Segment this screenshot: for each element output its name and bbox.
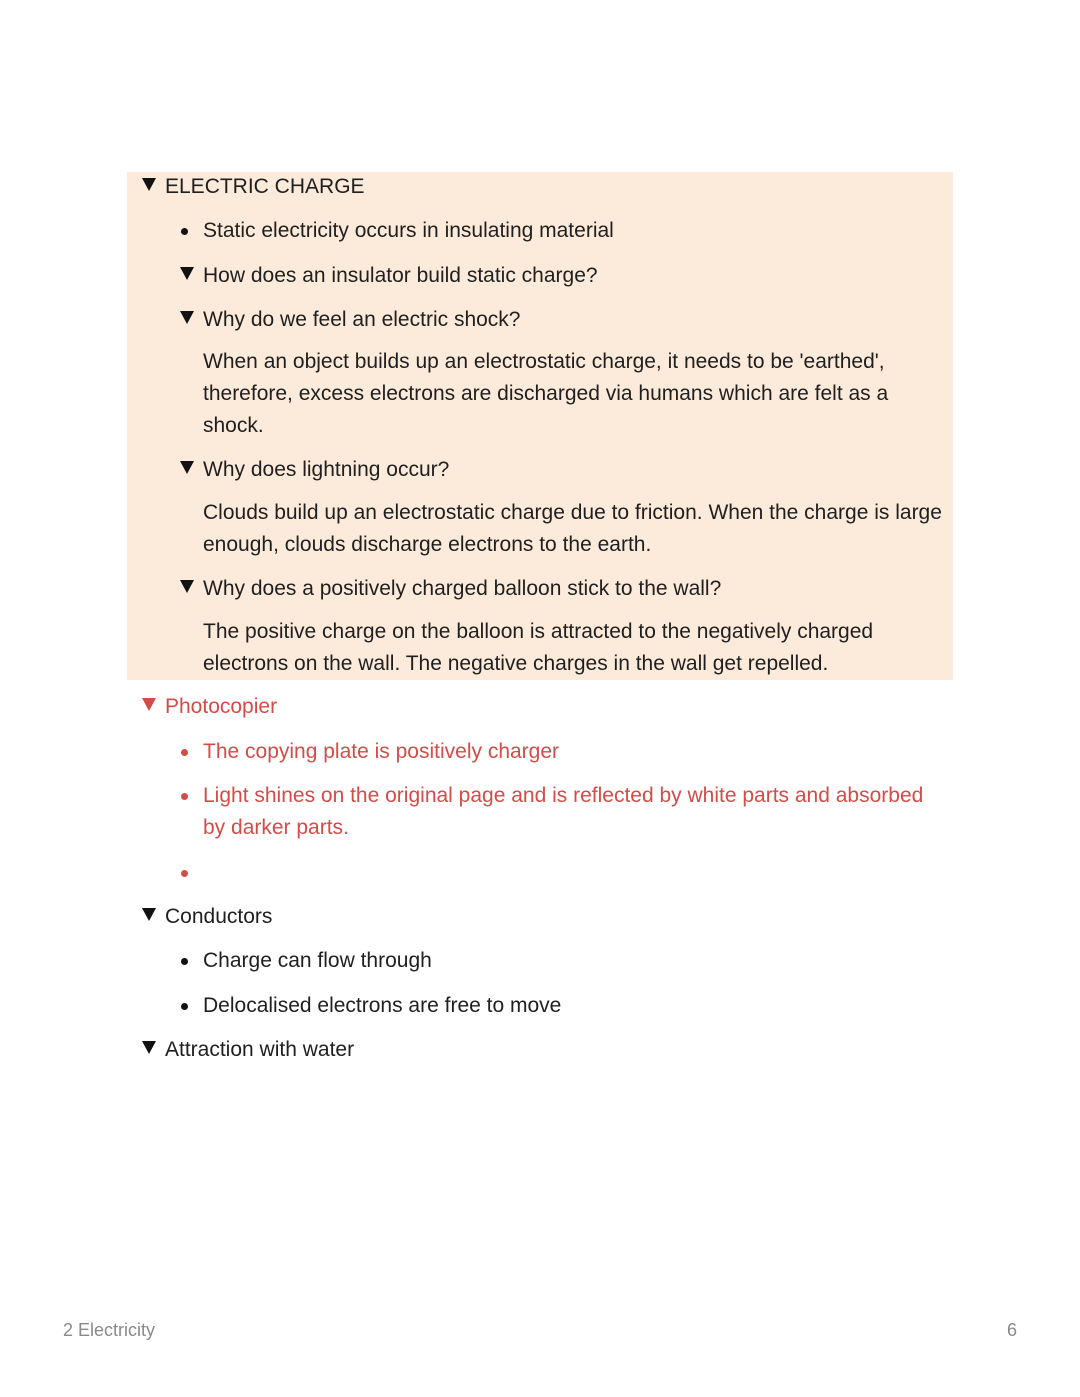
bullet-dot-icon [181, 749, 188, 756]
list-item [203, 945, 943, 977]
toggle-balloon-question[interactable] [180, 574, 721, 604]
list-item [203, 215, 943, 247]
toggle-photocopier[interactable] [142, 692, 277, 722]
list-item [203, 780, 943, 844]
list-item [203, 990, 943, 1022]
bullet-text: Charge can flow through [203, 949, 432, 972]
triangle-down-icon[interactable] [180, 267, 194, 280]
footer-section-name: 2 Electricity [63, 1320, 156, 1340]
toggle-insulator-question[interactable] [180, 261, 598, 291]
bullet-text: Light shines on the original page and is reflected by white parts and absorbed by darker parts. [203, 784, 924, 839]
triangle-down-icon[interactable] [142, 178, 156, 191]
triangle-down-icon[interactable] [180, 311, 194, 324]
list-item [203, 736, 943, 768]
triangle-down-icon[interactable] [180, 461, 194, 474]
lightning-answer: Clouds build up an electrostatic charge due to friction. When the charge is large enough, clouds discharge electrons to the earth. [203, 501, 942, 556]
bullet-dot-icon [181, 228, 188, 235]
bullet-text: Static electricity occurs in insulating material [203, 219, 614, 242]
list-item-empty[interactable] [203, 857, 943, 889]
toggle-shock-question[interactable] [180, 305, 520, 335]
toggle-electric-charge[interactable] [142, 172, 365, 202]
bullet-dot-icon [181, 870, 188, 877]
toggle-title: Why do we feel an electric shock? [203, 308, 521, 331]
bullet-text: The copying plate is positively charger [203, 740, 560, 763]
bullet-text: Delocalised electrons are free to move [203, 994, 562, 1017]
toggle-title: Photocopier [165, 695, 278, 718]
triangle-down-icon[interactable] [142, 908, 156, 921]
footer-page-number: 6 [1006, 1320, 1017, 1340]
toggle-title: How does an insulator build static charge? [203, 264, 598, 287]
toggle-title: Attraction with water [165, 1038, 355, 1061]
triangle-down-icon[interactable] [180, 580, 194, 593]
bullet-dot-icon [181, 958, 188, 965]
toggle-lightning-question[interactable] [180, 455, 449, 485]
shock-answer: When an object builds up an electrostatic charge, it needs to be 'earthed', therefore, excess electrons are discharged via humans which are felt as a shock. [203, 350, 889, 437]
bullet-dot-icon [181, 1003, 188, 1010]
triangle-down-icon[interactable] [142, 698, 156, 711]
toggle-attraction-water[interactable] [142, 1035, 354, 1065]
bullet-dot-icon [181, 793, 188, 800]
toggle-title: Why does lightning occur? [203, 458, 450, 481]
toggle-title: Why does a positively charged balloon stick to the wall? [203, 577, 722, 600]
toggle-title: ELECTRIC CHARGE [165, 175, 365, 198]
balloon-answer: The positive charge on the balloon is attracted to the negatively charged electrons on the wall. The negative charges in the wall get repelled. [203, 620, 874, 675]
triangle-down-icon[interactable] [142, 1041, 156, 1054]
toggle-title: Conductors [165, 905, 273, 928]
toggle-conductors[interactable] [142, 902, 272, 932]
